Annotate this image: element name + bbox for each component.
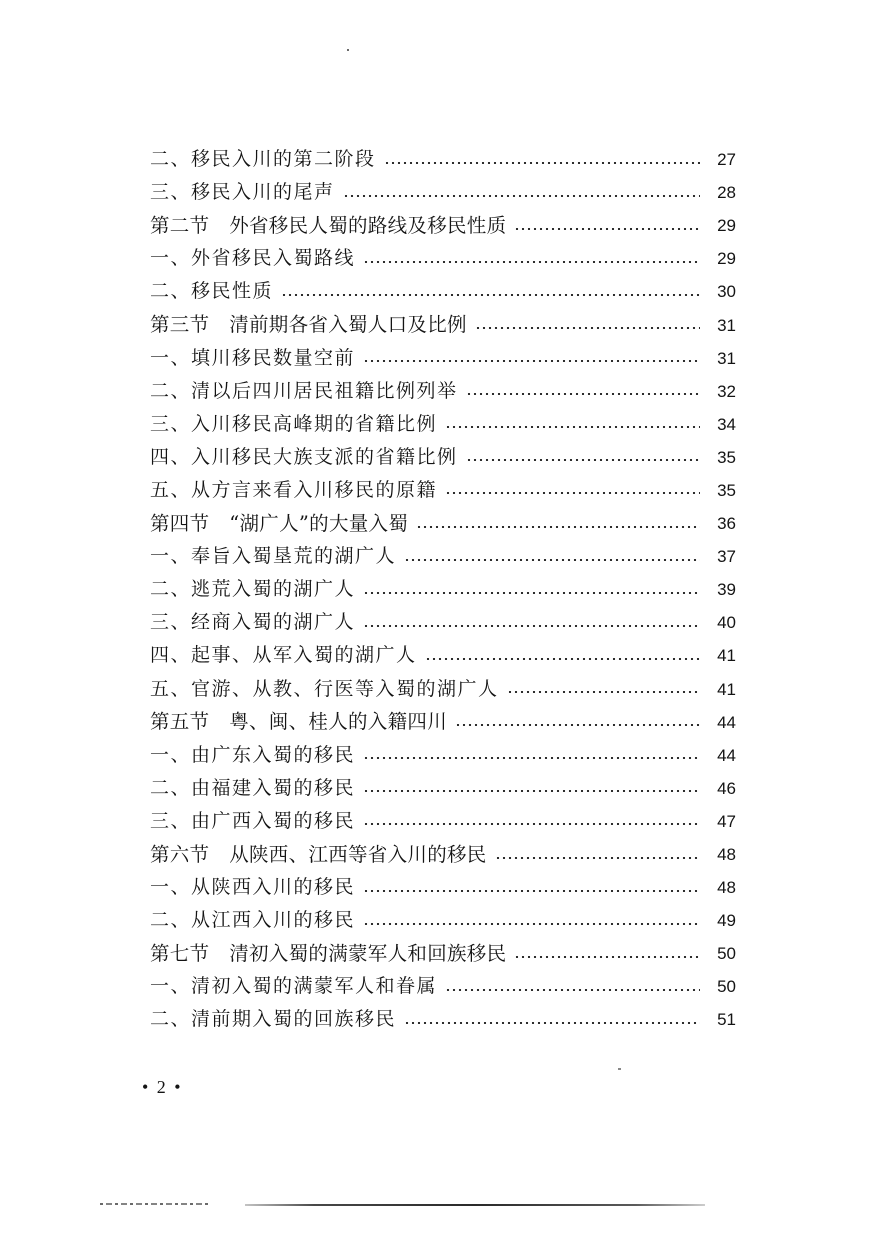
toc-subsection-entry[interactable] [150,540,736,573]
toc-subsection-entry[interactable] [150,342,736,375]
toc-subsection-entry[interactable] [150,772,736,805]
scan-speck [618,1068,621,1070]
toc-entry-page-number: 29 [717,216,736,236]
toc-entry-page-number: 44 [717,712,736,732]
toc-subsection-entry[interactable] [150,242,736,275]
toc-entry-title: 二、由福建入蜀的移民 [150,776,356,799]
toc-entry-title: 第六节 从陕西、江西等省入川的移民 [150,842,487,866]
toc-subsection-entry[interactable] [150,275,736,308]
toc-dot-leader [363,757,700,759]
toc-subsection-entry[interactable] [150,474,736,507]
toc-entry-page-number: 41 [717,679,736,699]
toc-entry-page-number: 31 [717,315,736,335]
toc-entry-title: 第四节 “湖广人”的大量入蜀 [150,511,409,535]
toc-entry-title: 四、入川移民大族支派的省籍比例 [150,445,458,468]
toc-dot-leader [514,956,700,958]
toc-entry-page-number: 27 [717,150,736,170]
toc-dot-leader [475,327,700,329]
toc-entry-title: 第二节 外省移民人蜀的路线及移民性质 [150,213,507,237]
toc-dot-leader [363,360,700,362]
toc-subsection-entry[interactable] [150,673,736,706]
toc-dot-leader [495,857,700,859]
toc-dot-leader [363,890,700,892]
toc-entry-title: 第七节 清初入蜀的满蒙军人和回族移民 [150,942,507,966]
toc-section-entry[interactable] [150,308,736,341]
toc-entry-title: 一、清初入蜀的满蒙军人和眷属 [150,975,438,998]
toc-subsection-entry[interactable] [150,1003,736,1036]
toc-entry-title: 四、起事、从军入蜀的湖广人 [150,644,417,667]
toc-subsection-entry[interactable] [150,606,736,639]
toc-dot-leader [445,492,700,494]
toc-entry-title: 一、外省移民入蜀路线 [150,247,356,270]
toc-dot-leader [514,228,700,230]
page-number: • 2 • [142,1077,183,1097]
toc-dot-leader [343,195,700,197]
scan-edge-line [245,1204,705,1206]
toc-subsection-entry[interactable] [150,143,736,176]
toc-entry-title: 三、经商入蜀的湖广人 [150,611,356,634]
table-of-contents [150,143,736,1037]
toc-dot-leader [466,393,700,395]
toc-subsection-entry[interactable] [150,408,736,441]
toc-dot-leader [466,459,700,461]
toc-dot-leader [363,923,700,925]
toc-entry-page-number: 37 [717,547,736,567]
toc-entry-page-number: 34 [717,414,736,434]
toc-entry-page-number: 51 [717,1010,736,1030]
toc-dot-leader [507,691,700,693]
toc-entry-title: 三、移民入川的尾声 [150,181,335,204]
toc-entry-title: 三、由广西入蜀的移民 [150,809,356,832]
toc-entry-page-number: 36 [717,514,736,534]
toc-entry-title: 二、清以后四川居民祖籍比例列举 [150,379,458,402]
toc-entry-page-number: 46 [717,778,736,798]
toc-subsection-entry[interactable] [150,739,736,772]
toc-subsection-entry[interactable] [150,639,736,672]
toc-section-entry[interactable] [150,209,736,242]
toc-dot-leader [445,426,700,428]
toc-entry-page-number: 50 [717,977,736,997]
toc-entry-page-number: 49 [717,911,736,931]
toc-entry-title: 一、从陕西入川的移民 [150,876,356,899]
toc-entry-page-number: 40 [717,613,736,633]
toc-entry-page-number: 30 [717,282,736,302]
toc-entry-title: 第五节 粤、闽、桂人的入籍四川 [150,710,448,734]
toc-entry-page-number: 48 [717,878,736,898]
toc-entry-title: 一、由广东入蜀的移民 [150,743,356,766]
toc-dot-leader [363,625,700,627]
toc-dot-leader [455,724,700,726]
toc-entry-title: 二、移民性质 [150,280,274,303]
toc-entry-title: 五、官游、从教、行医等入蜀的湖广人 [150,677,499,700]
toc-entry-title: 二、从江西入川的移民 [150,909,356,932]
toc-subsection-entry[interactable] [150,441,736,474]
toc-dot-leader [363,261,700,263]
toc-entry-page-number: 41 [717,646,736,666]
toc-section-entry[interactable] [150,937,736,970]
toc-entry-title: 一、填川移民数量空前 [150,346,356,369]
scan-speck [347,49,349,51]
toc-entry-page-number: 31 [717,348,736,368]
toc-subsection-entry[interactable] [150,970,736,1003]
toc-section-entry[interactable] [150,706,736,739]
toc-entry-title: 一、奉旨入蜀垦荒的湖广人 [150,545,397,568]
toc-subsection-entry[interactable] [150,871,736,904]
scan-edge-mark [100,1203,210,1205]
toc-entry-page-number: 35 [717,480,736,500]
toc-entry-title: 二、清前期入蜀的回族移民 [150,1008,397,1031]
toc-dot-leader [363,592,700,594]
toc-entry-title: 二、逃荒入蜀的湖广人 [150,578,356,601]
toc-dot-leader [404,1022,700,1024]
toc-entry-page-number: 32 [717,381,736,401]
toc-dot-leader [363,790,700,792]
toc-subsection-entry[interactable] [150,176,736,209]
toc-entry-title: 五、从方言来看入川移民的原籍 [150,478,438,501]
toc-section-entry[interactable] [150,838,736,871]
toc-entry-page-number: 28 [717,183,736,203]
toc-subsection-entry[interactable] [150,805,736,838]
toc-subsection-entry[interactable] [150,375,736,408]
toc-dot-leader [384,162,700,164]
toc-dot-leader [281,294,700,296]
toc-entry-page-number: 29 [717,249,736,269]
toc-subsection-entry[interactable] [150,904,736,937]
toc-entry-page-number: 48 [717,845,736,865]
toc-dot-leader [445,989,700,991]
toc-dot-leader [425,658,700,660]
toc-entry-page-number: 44 [717,745,736,765]
toc-entry-page-number: 47 [717,811,736,831]
toc-entry-page-number: 39 [717,580,736,600]
toc-entry-title: 三、入川移民高峰期的省籍比例 [150,412,438,435]
toc-subsection-entry[interactable] [150,573,736,606]
toc-entry-page-number: 35 [717,447,736,467]
toc-section-entry[interactable] [150,507,736,540]
toc-entry-title: 第三节 清前期各省入蜀人口及比例 [150,313,467,337]
toc-entry-title: 二、移民入川的第二阶段 [150,148,376,171]
toc-dot-leader [363,823,700,825]
toc-entry-page-number: 50 [717,944,736,964]
toc-dot-leader [404,559,700,561]
toc-dot-leader [416,526,700,528]
